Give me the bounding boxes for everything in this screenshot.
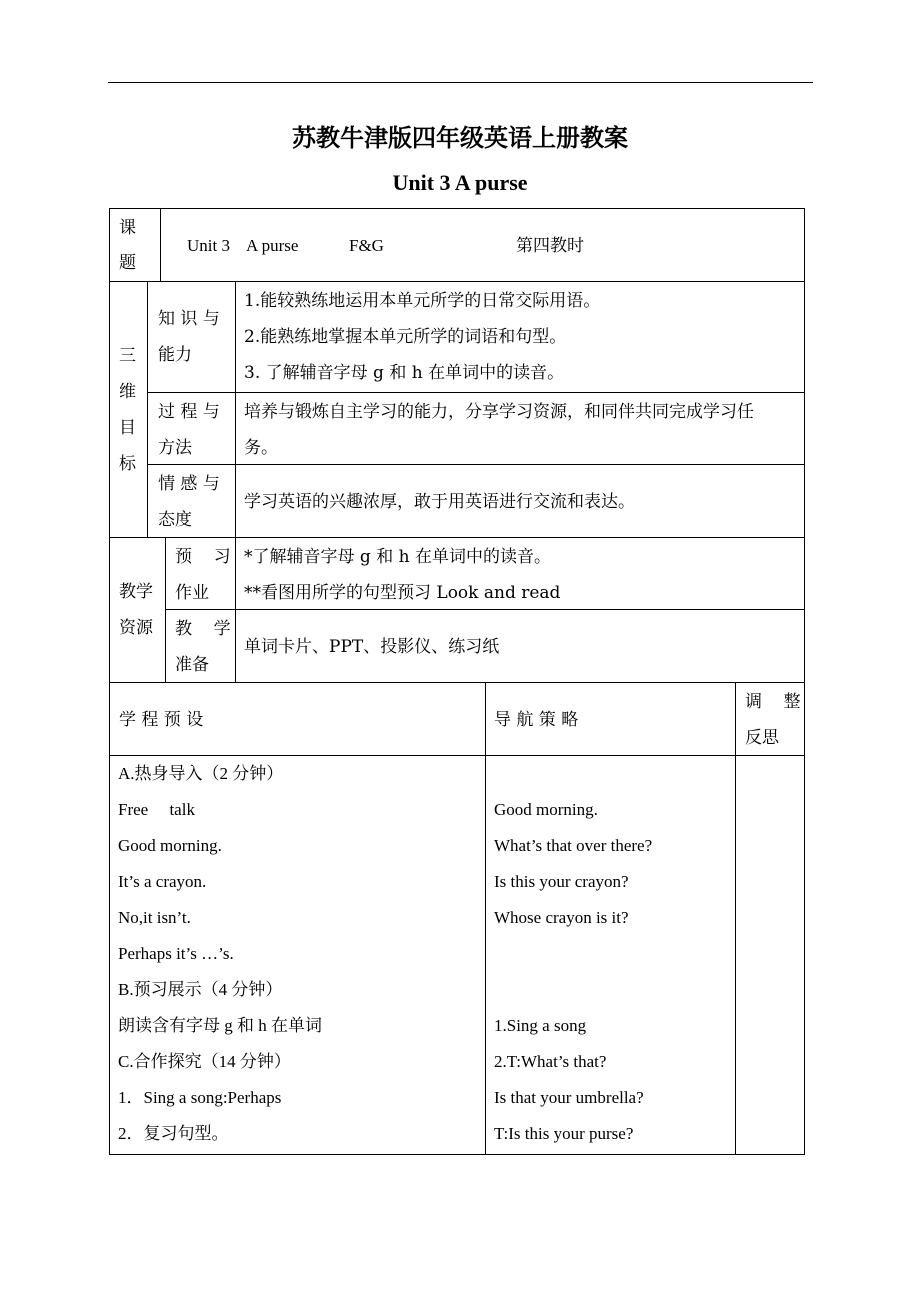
objectives-label-cell [109,281,148,538]
document-title: 苏教牛津版四年级英语上册教案 [292,123,628,152]
process-header-col3 [735,682,805,756]
process-text-1: 培养与锻炼自主学习的能力，分享学习资源，和同伴共同完成学习任 [244,402,754,422]
attitude-label-2: 态度 [158,510,192,530]
topic-part: F&G [349,236,384,255]
objectives-label-3: 目 [119,418,136,438]
objectives-label-2: 维 [119,382,136,402]
process-right-line: Whose crayon is it? [494,908,629,927]
process-left-line: C.合作探究（14 分钟） [118,1052,291,1071]
process-header-col2 [485,682,736,756]
lesson-plan-table [109,208,805,1155]
knowledge-item-2: 2.能熟练地掌握本单元所学的词语和句型。 [244,327,567,347]
preview-content-cell [235,537,805,610]
process-left-line: A.热身导入（2 分钟） [118,764,284,783]
preview-label-2: 作业 [175,583,209,603]
knowledge-label-2: 能力 [158,345,192,365]
process-label-1: 过 程 与 [158,402,220,422]
process-left-line: 朗读含有字母 g 和 h 在单词 [118,1016,322,1035]
process-content-cell [235,392,805,465]
knowledge-item-3: 3. 了解辅音字母 g 和 h 在单词中的读音。 [244,363,565,383]
objectives-label-1: 三 [119,346,136,366]
preview-item-1: *了解辅音字母 g 和 h 在单词中的读音。 [244,547,551,567]
knowledge-content-cell [235,281,805,393]
topic-label-1: 课 [119,218,136,238]
process-left-cell [109,755,486,1155]
knowledge-label-1: 知 识 与 [158,309,220,329]
prep-label-2: 准备 [175,655,209,675]
process-header-col3-label-1: 调 整 [745,692,801,712]
process-header-col2-label: 导 航 策 略 [494,710,579,730]
process-right-line: Good morning. [494,800,598,819]
knowledge-item-1: 1.能较熟练地运用本单元所学的日常交际用语。 [244,291,601,311]
topic-label-cell [109,208,161,282]
process-left-line: B.预习展示（4 分钟） [118,980,283,999]
topic-period: 第四教时 [516,236,584,256]
process-right-line: T:Is this your purse? [494,1124,634,1143]
attitude-label-1: 情 感 与 [158,474,220,494]
prep-text: 单词卡片、PPT、投影仪、练习纸 [244,637,500,657]
process-left-line: Free talk [118,800,195,819]
resources-label-cell [109,537,166,683]
topic-label-2: 题 [119,253,136,273]
prep-content-cell [235,609,805,683]
process-left-line: Perhaps it’s …’s. [118,944,234,963]
process-left-line: It’s a crayon. [118,872,207,891]
process-header-col1 [109,682,486,756]
process-header-col3-label-2: 反思 [745,728,779,748]
process-label-cell [147,392,236,465]
unit-title: Unit 3 A purse [392,170,528,195]
process-right-line: 2.T:What’s that? [494,1052,607,1071]
preview-item-2: **看图用所学的句型预习 Look and read [244,583,561,603]
prep-label-1: 教 学 [175,619,231,639]
process-right-line: What’s that over there? [494,836,653,855]
topic-value-cell [160,208,805,282]
preview-label-1: 预 习 [175,547,231,567]
header-rule [108,82,813,83]
topic-unit: Unit 3 A purse [187,236,299,255]
process-right-line: Is that your umbrella? [494,1088,644,1107]
prep-label-cell [165,609,236,683]
process-left-line: Good morning. [118,836,222,855]
process-right-line: 1.Sing a song [494,1016,587,1035]
process-header-col1-label: 学 程 预 设 [119,710,204,730]
process-left-line: 1．Sing a song:Perhaps [118,1088,282,1107]
process-text-2: 务。 [244,438,278,458]
attitude-text: 学习英语的兴趣浓厚，敢于用英语进行交流和表达。 [244,492,635,512]
resources-label-2: 资源 [119,618,153,638]
process-left-line: 2．复习句型。 [118,1124,229,1143]
process-label-2: 方法 [158,438,192,458]
objectives-label-4: 标 [119,454,136,474]
process-right-line: Is this your crayon? [494,872,629,891]
attitude-content-cell [235,464,805,538]
process-reflection-cell [735,755,805,1155]
resources-label-1: 教学 [119,582,153,602]
process-right-cell [485,755,736,1155]
knowledge-label-cell [147,281,236,393]
attitude-label-cell [147,464,236,538]
preview-label-cell [165,537,236,610]
process-left-line: No,it isn’t. [118,908,191,927]
